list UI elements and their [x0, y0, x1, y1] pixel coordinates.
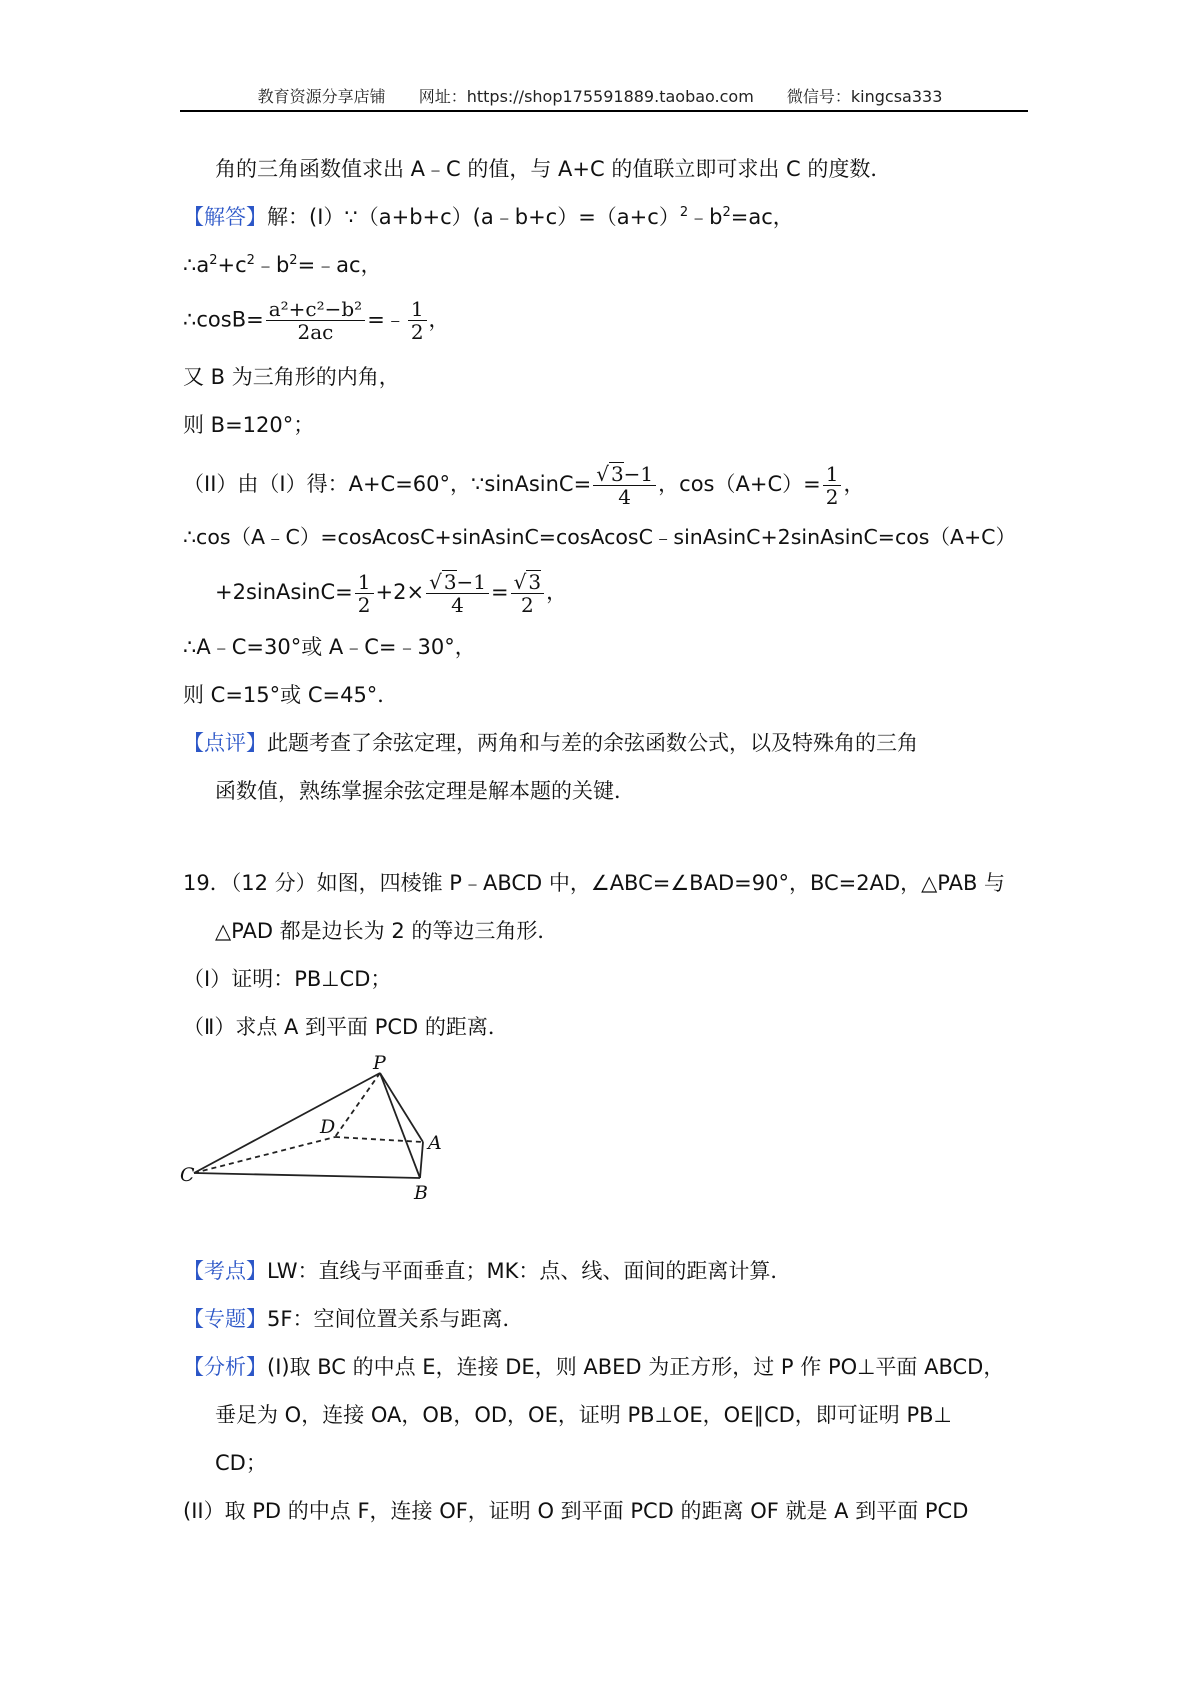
comment-line-2: 函数值，熟练掌握余弦定理是解本题的关键． [215, 779, 635, 803]
kaodian-line: 【考点】LW：直线与平面垂直；MK：点、线、面间的距离计算． [183, 1259, 792, 1283]
page-header [0, 84, 1200, 107]
label-p: P [373, 1055, 386, 1074]
fenxi-line-2: 垂足为 O，连接 OA，OB，OD，OE，证明 PB⊥OE，OE∥CD，即可证明 PB⊥ [215, 1403, 952, 1427]
sqrt-fraction: $\frac{√ 3-1}{4}$ [426, 570, 489, 616]
edge-cd [194, 1137, 335, 1173]
shop-url[interactable]: 网址：https://shop175591889.taobao.com [418, 87, 754, 106]
cos-sum-fraction: $\frac{1}{2}$ [823, 463, 842, 508]
result-fraction: $\frac{√ 3}{2}$ [511, 570, 544, 616]
edge-pc [194, 1073, 380, 1173]
edge-cb [194, 1173, 420, 1178]
solution-line-5: 则 B=120°； [183, 413, 315, 437]
intro-line: 角的三角函数值求出 A﹣C 的值，与 A+C 的值联立即可求出 C 的度数． [215, 157, 892, 181]
solution-tag: 【解答】 [183, 205, 267, 229]
label-a: A [428, 1132, 442, 1154]
fenxi-line-4: (II）取 PD 的中点 F，连接 OF，证明 O 到平面 PCD 的距离 OF 就是 A 到平面 PCD [183, 1499, 969, 1523]
fenxi-line-1: 【分析】(I)取 BC 的中点 E，连接 DE，则 ABED 为正方形，过 P 作 PO⊥平面 ABCD， [183, 1355, 1005, 1379]
sinasinc-fraction: $\frac{√ 3-1}{4}$ [593, 462, 656, 508]
solution-line-1: 【解答】解：$(I)\because(a+b+c)(a﹣b+c)=(a+c)^2﹣b^2=ac$， [183, 205, 794, 229]
zhuanti-line: 【专题】5F：空间位置关系与距离． [183, 1307, 524, 1331]
half-fraction: $\frac{1}{2}$ [408, 298, 427, 343]
problem19-line-1: 19．（12 分）如图，四棱锥 P﹣ABCD 中，∠ABC=∠BAD=90°，BC=2AD，△PAB 与 [183, 871, 1006, 895]
solution-line-7: ∴cos（A﹣C）=cosAcosC+sinAsinC=cosAcosC﹣sinAsinC+2sinAsinC=cos（A+C） [183, 525, 1016, 549]
fenxi-tag: 【分析】 [183, 1355, 267, 1379]
edge-da [335, 1137, 423, 1142]
label-d: D [320, 1116, 336, 1138]
label-c: C [180, 1164, 195, 1186]
edge-ba [420, 1142, 423, 1178]
solution-line-4: 又 B 为三角形的内角， [183, 365, 400, 389]
problem19-line-2: △PAD 都是边长为 2 的等边三角形． [215, 919, 559, 943]
label-b: B [414, 1182, 428, 1204]
solution-line-6: （II）由（I）得：A+C=60°，∵sinAsinC= $\frac{√ 3-1}{4}$ ，cos（A+C）= $\frac{1}{2}$ ， [183, 461, 865, 509]
shop-name: 教育资源分享店铺 [257, 87, 386, 106]
problem19-question-2: （Ⅱ）求点 A 到平面 PCD 的距离． [183, 1015, 509, 1039]
zhuanti-tag: 【专题】 [183, 1307, 267, 1331]
pyramid-figure [180, 1055, 480, 1215]
comment-tag: 【点评】 [183, 731, 267, 755]
problem19-question-1: （Ⅰ）证明：PB⊥CD； [183, 967, 392, 991]
edge-pd [335, 1073, 380, 1137]
half-fraction-2: $\frac{1}{2}$ [355, 571, 374, 616]
edge-pb [380, 1073, 420, 1178]
kaodian-tag: 【考点】 [183, 1259, 267, 1283]
comment-line-1: 【点评】此题考查了余弦定理，两角和与差的余弦函数公式，以及特殊角的三角 [183, 731, 918, 755]
solution-line-3: ∴cosB= $\frac{\text{a²+c²−b²}}{2ac}$ =﹣ $\frac{1}{2}$ ， [183, 297, 450, 344]
solution-line-10: 则 C=15°或 C=45°． [183, 683, 399, 707]
header-rule [180, 110, 1028, 112]
wechat-id: 微信号：kingcsa333 [786, 87, 943, 106]
cosb-fraction: $\frac{\text{a²+c²−b²}}{2ac}$ [266, 298, 366, 343]
solution-line-9: ∴A﹣C=30°或 A﹣C=﹣30°， [183, 635, 476, 659]
fenxi-line-3: CD； [215, 1451, 267, 1475]
solution-line-8: +2sinAsinC= $\frac{1}{2}$ +2× $\frac{√ 3-1}{4}$ = $\frac{√ 3}{2}$ ， [215, 569, 568, 617]
solution-line-2: $\therefore a^2+c^2﹣b^2=﹣ac$， [183, 253, 382, 277]
